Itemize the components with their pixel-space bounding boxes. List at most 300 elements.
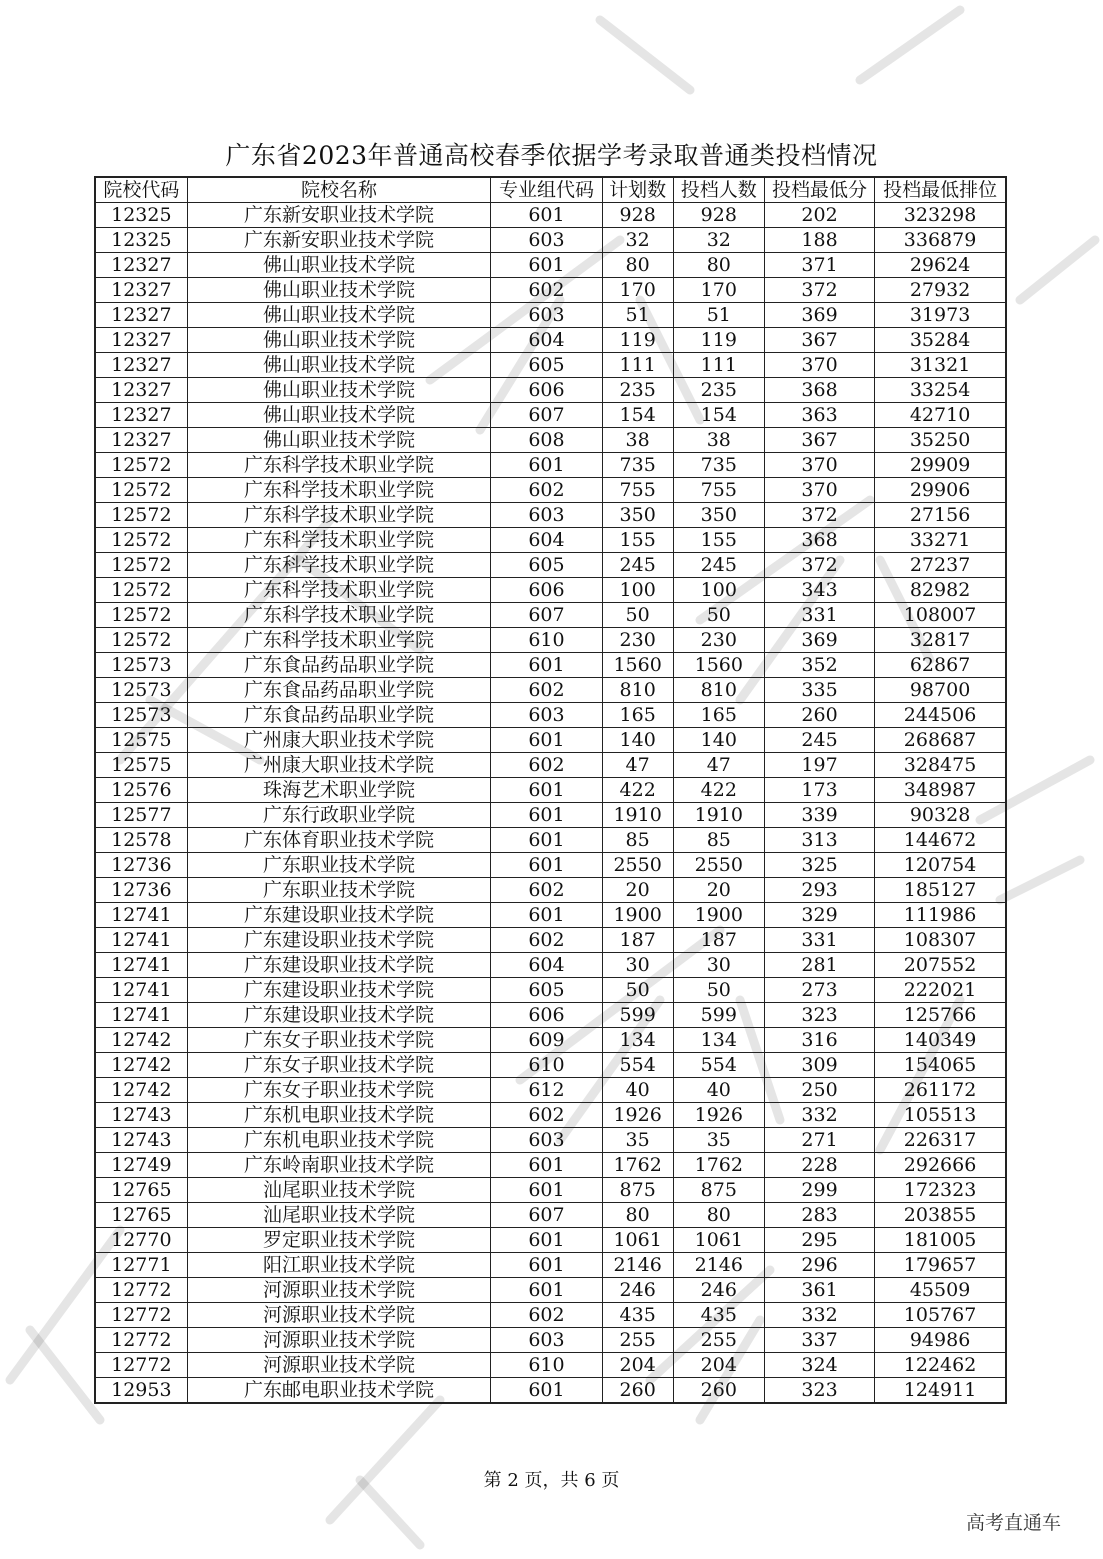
table-cell: 810 [673,678,764,703]
table-cell: 260 [764,703,874,728]
table-row [95,1053,1006,1078]
table-cell: 12572 [95,628,187,653]
table-cell: 32817 [875,628,1006,653]
table-cell: 100 [673,578,764,603]
table-cell: 332 [764,1303,874,1328]
table-cell: 广东女子职业技术学院 [187,1078,491,1103]
table-row [95,603,1006,628]
table-cell: 140349 [875,1028,1006,1053]
table-cell: 368 [764,528,874,553]
table-cell: 601 [491,1228,602,1253]
table-cell: 1926 [602,1103,673,1128]
table-cell: 609 [491,1028,602,1053]
table-cell: 299 [764,1178,874,1203]
table-cell: 928 [602,203,673,228]
table-cell: 230 [673,628,764,653]
table-row [95,528,1006,553]
table-cell: 111 [673,353,764,378]
table-cell: 187 [673,928,764,953]
table-cell: 广东职业技术学院 [187,878,491,903]
table-row [95,1153,1006,1178]
table-cell: 12736 [95,878,187,903]
table-cell: 612 [491,1078,602,1103]
table-cell: 广东建设职业技术学院 [187,928,491,953]
table-cell: 12772 [95,1353,187,1378]
table-cell: 32 [602,228,673,253]
table-cell: 422 [673,778,764,803]
table-cell: 244506 [875,703,1006,728]
table-cell: 230 [602,628,673,653]
table-cell: 165 [673,703,764,728]
table-cell: 1900 [673,903,764,928]
table-cell: 广东岭南职业技术学院 [187,1153,491,1178]
table-row [95,1178,1006,1203]
table-cell: 323298 [875,203,1006,228]
table-cell: 40 [673,1078,764,1103]
table-row [95,928,1006,953]
table-cell: 179657 [875,1253,1006,1278]
table-cell: 601 [491,1278,602,1303]
table-cell: 370 [764,353,874,378]
table-cell: 119 [673,328,764,353]
table-cell: 佛山职业技术学院 [187,328,491,353]
table-cell: 601 [491,1178,602,1203]
table-cell: 51 [602,303,673,328]
table-cell: 12576 [95,778,187,803]
column-header: 计划数 [602,177,673,203]
table-cell: 35250 [875,428,1006,453]
table-cell: 554 [602,1053,673,1078]
table-cell: 610 [491,1053,602,1078]
table-cell: 佛山职业技术学院 [187,428,491,453]
table-cell: 80 [673,1203,764,1228]
table-row [95,878,1006,903]
table-cell: 372 [764,278,874,303]
table-cell: 313 [764,828,874,853]
table-cell: 422 [602,778,673,803]
table-cell: 134 [673,1028,764,1053]
table-cell: 343 [764,578,874,603]
table-cell: 324 [764,1353,874,1378]
table-cell: 广东女子职业技术学院 [187,1028,491,1053]
table-cell: 603 [491,503,602,528]
table-cell: 601 [491,853,602,878]
table-cell: 331 [764,603,874,628]
table-row [95,328,1006,353]
table-row [95,853,1006,878]
table-cell: 90328 [875,803,1006,828]
table-cell: 134 [602,1028,673,1053]
table-row [95,653,1006,678]
table-cell: 329 [764,903,874,928]
table-cell: 202 [764,203,874,228]
table-cell: 928 [673,203,764,228]
table-row [95,1028,1006,1053]
table-row [95,303,1006,328]
table-cell: 河源职业技术学院 [187,1278,491,1303]
table-cell: 12749 [95,1153,187,1178]
table-cell: 80 [602,1203,673,1228]
table-cell: 广东科学技术职业学院 [187,553,491,578]
table-cell: 12327 [95,303,187,328]
table-cell: 261172 [875,1078,1006,1103]
table-cell: 12771 [95,1253,187,1278]
table-cell: 170 [673,278,764,303]
table-cell: 12572 [95,603,187,628]
table-cell: 185127 [875,878,1006,903]
table-cell: 31973 [875,303,1006,328]
table-row [95,203,1006,228]
table-cell: 12327 [95,378,187,403]
table-cell: 12742 [95,1078,187,1103]
table-cell: 601 [491,728,602,753]
admission-table [94,176,1007,1404]
table-cell: 12573 [95,653,187,678]
table-cell: 601 [491,1378,602,1404]
table-cell: 372 [764,553,874,578]
table-cell: 广东职业技术学院 [187,853,491,878]
column-header: 投档最低排位 [875,177,1006,203]
table-row [95,278,1006,303]
table-cell: 124911 [875,1378,1006,1404]
table-cell: 29909 [875,453,1006,478]
table-cell: 602 [491,1303,602,1328]
table-cell: 105513 [875,1103,1006,1128]
table-row [95,753,1006,778]
table-cell: 佛山职业技术学院 [187,253,491,278]
table-cell: 348987 [875,778,1006,803]
table-cell: 12572 [95,453,187,478]
table-cell: 33254 [875,378,1006,403]
table-cell: 广东科学技术职业学院 [187,478,491,503]
table-cell: 27932 [875,278,1006,303]
table-cell: 273 [764,978,874,1003]
table-cell: 12743 [95,1128,187,1153]
table-cell: 12572 [95,528,187,553]
table-cell: 阳江职业技术学院 [187,1253,491,1278]
table-cell: 40 [602,1078,673,1103]
table-row [95,1078,1006,1103]
table-cell: 12572 [95,578,187,603]
table-cell: 203855 [875,1203,1006,1228]
table-cell: 47 [602,753,673,778]
table-cell: 367 [764,328,874,353]
table-cell: 111986 [875,903,1006,928]
table-cell: 广东食品药品职业学院 [187,653,491,678]
table-cell: 601 [491,778,602,803]
table-cell: 108007 [875,603,1006,628]
table-cell: 604 [491,528,602,553]
table-cell: 332 [764,1103,874,1128]
table-cell: 12572 [95,478,187,503]
table-cell: 12742 [95,1053,187,1078]
table-cell: 27156 [875,503,1006,528]
table-cell: 12573 [95,678,187,703]
table-cell: 广州康大职业技术学院 [187,753,491,778]
table-cell: 82982 [875,578,1006,603]
column-header: 院校代码 [95,177,187,203]
table-cell: 广东科学技术职业学院 [187,503,491,528]
table-cell: 31321 [875,353,1006,378]
table-cell: 335 [764,678,874,703]
table-cell: 珠海艺术职业学院 [187,778,491,803]
table-cell: 河源职业技术学院 [187,1303,491,1328]
table-cell: 111 [602,353,673,378]
table-cell: 328475 [875,753,1006,778]
table-cell: 363 [764,403,874,428]
table-cell: 361 [764,1278,874,1303]
table-cell: 605 [491,978,602,1003]
table-cell: 85 [673,828,764,853]
table-cell: 602 [491,678,602,703]
table-cell: 255 [673,1328,764,1353]
table-cell: 12765 [95,1203,187,1228]
table-cell: 广东女子职业技术学院 [187,1053,491,1078]
table-row [95,1378,1006,1404]
table-cell: 佛山职业技术学院 [187,353,491,378]
table-row [95,778,1006,803]
table-cell: 350 [673,503,764,528]
table-cell: 2146 [602,1253,673,1278]
column-header: 院校名称 [187,177,491,203]
table-cell: 610 [491,1353,602,1378]
table-row [95,378,1006,403]
table-cell: 165 [602,703,673,728]
table-row [95,253,1006,278]
table-cell: 20 [673,878,764,903]
table-cell: 1762 [602,1153,673,1178]
table-cell: 140 [602,728,673,753]
table-cell: 32 [673,228,764,253]
table-cell: 29906 [875,478,1006,503]
table-cell: 755 [602,478,673,503]
table-cell: 337 [764,1328,874,1353]
table-cell: 875 [602,1178,673,1203]
table-cell: 268687 [875,728,1006,753]
table-cell: 12741 [95,928,187,953]
table-cell: 735 [602,453,673,478]
table-row [95,828,1006,853]
table-cell: 607 [491,403,602,428]
table-cell: 广东建设职业技术学院 [187,903,491,928]
table-cell: 35284 [875,328,1006,353]
table-cell: 12741 [95,903,187,928]
table-cell: 309 [764,1053,874,1078]
table-cell: 85 [602,828,673,853]
table-cell: 12325 [95,228,187,253]
table-cell: 144672 [875,828,1006,853]
table-cell: 广东食品药品职业学院 [187,678,491,703]
table-cell: 125766 [875,1003,1006,1028]
table-cell: 603 [491,303,602,328]
table-row [95,953,1006,978]
source-label: 高考直通车 [966,1512,1062,1534]
table-cell: 广东建设职业技术学院 [187,953,491,978]
table-cell: 广东食品药品职业学院 [187,703,491,728]
table-cell: 293 [764,878,874,903]
table-cell: 283 [764,1203,874,1228]
table-cell: 2550 [673,853,764,878]
table-cell: 广东体育职业技术学院 [187,828,491,853]
table-cell: 12772 [95,1278,187,1303]
table-cell: 369 [764,628,874,653]
table-cell: 12772 [95,1328,187,1353]
table-cell: 245 [602,553,673,578]
table-cell: 12572 [95,553,187,578]
table-cell: 广东建设职业技术学院 [187,1003,491,1028]
table-cell: 601 [491,903,602,928]
table-cell: 154 [602,403,673,428]
table-cell: 260 [673,1378,764,1404]
table-row [95,1003,1006,1028]
table-cell: 295 [764,1228,874,1253]
table-cell: 30 [673,953,764,978]
table-cell: 172323 [875,1178,1006,1203]
page-title: 广东省2023年普通高校春季依据学考录取普通类投档情况 [225,141,878,170]
table-cell: 广东科学技术职业学院 [187,453,491,478]
table-cell: 187 [602,928,673,953]
table-cell: 30 [602,953,673,978]
table-cell: 271 [764,1128,874,1153]
table-cell: 350 [602,503,673,528]
table-cell: 226317 [875,1128,1006,1153]
table-row [95,428,1006,453]
table-cell: 604 [491,953,602,978]
table-cell: 122462 [875,1353,1006,1378]
table-cell: 368 [764,378,874,403]
table-cell: 38 [673,428,764,453]
table-row [95,703,1006,728]
table-cell: 广东新安职业技术学院 [187,228,491,253]
table-row [95,403,1006,428]
table-cell: 207552 [875,953,1006,978]
table-cell: 2146 [673,1253,764,1278]
table-cell: 222021 [875,978,1006,1003]
table-cell: 12578 [95,828,187,853]
table-cell: 601 [491,253,602,278]
table-cell: 875 [673,1178,764,1203]
table-cell: 50 [673,603,764,628]
table-row [95,803,1006,828]
table-cell: 12741 [95,978,187,1003]
table-cell: 12741 [95,953,187,978]
table-cell: 810 [602,678,673,703]
table-cell: 204 [602,1353,673,1378]
table-cell: 292666 [875,1153,1006,1178]
table-cell: 12327 [95,353,187,378]
table-cell: 367 [764,428,874,453]
table-row [95,1203,1006,1228]
table-cell: 38 [602,428,673,453]
table-cell: 602 [491,928,602,953]
table-cell: 佛山职业技术学院 [187,278,491,303]
table-cell: 佛山职业技术学院 [187,378,491,403]
table-cell: 599 [602,1003,673,1028]
table-cell: 154 [673,403,764,428]
table-header-row [95,177,1006,203]
table-cell: 119 [602,328,673,353]
table-cell: 606 [491,578,602,603]
table-cell: 603 [491,1328,602,1353]
table-cell: 62867 [875,653,1006,678]
table-cell: 12742 [95,1028,187,1053]
table-cell: 12327 [95,403,187,428]
table-cell: 1762 [673,1153,764,1178]
table-cell: 370 [764,453,874,478]
table-row [95,478,1006,503]
table-cell: 12743 [95,1103,187,1128]
table-cell: 35 [602,1128,673,1153]
table-cell: 1926 [673,1103,764,1128]
table-cell: 316 [764,1028,874,1053]
table-cell: 435 [602,1303,673,1328]
table-cell: 27237 [875,553,1006,578]
table-cell: 605 [491,353,602,378]
table-cell: 603 [491,1128,602,1153]
table-cell: 435 [673,1303,764,1328]
table-cell: 12772 [95,1303,187,1328]
table-cell: 601 [491,1153,602,1178]
table-cell: 188 [764,228,874,253]
table-cell: 255 [602,1328,673,1353]
table-cell: 12577 [95,803,187,828]
table-row [95,678,1006,703]
table-cell: 12327 [95,253,187,278]
table-cell: 602 [491,478,602,503]
table-cell: 广东科学技术职业学院 [187,528,491,553]
table-cell: 1061 [602,1228,673,1253]
table-cell: 154065 [875,1053,1006,1078]
table-cell: 50 [602,978,673,1003]
table-cell: 12953 [95,1378,187,1404]
table-cell: 广东行政职业学院 [187,803,491,828]
table-cell: 755 [673,478,764,503]
page-number: 第 2 页，共 6 页 [483,1470,620,1491]
table-row [95,578,1006,603]
table-cell: 246 [602,1278,673,1303]
table-cell: 广东新安职业技术学院 [187,203,491,228]
table-cell: 601 [491,828,602,853]
table-cell: 12572 [95,503,187,528]
table-cell: 1061 [673,1228,764,1253]
table-cell: 80 [673,253,764,278]
table-cell: 42710 [875,403,1006,428]
table-cell: 广东科学技术职业学院 [187,603,491,628]
table-cell: 554 [673,1053,764,1078]
table-cell: 50 [673,978,764,1003]
table-row [95,978,1006,1003]
table-cell: 广东科学技术职业学院 [187,628,491,653]
table-cell: 369 [764,303,874,328]
table-cell: 广东机电职业技术学院 [187,1103,491,1128]
table-row [95,1103,1006,1128]
table-row [95,628,1006,653]
table-cell: 80 [602,253,673,278]
column-header: 专业组代码 [491,177,602,203]
table-row [95,903,1006,928]
table-row [95,1328,1006,1353]
column-header: 投档人数 [673,177,764,203]
table-cell: 罗定职业技术学院 [187,1228,491,1253]
table-row [95,1353,1006,1378]
table-cell: 604 [491,328,602,353]
table-cell: 12327 [95,428,187,453]
table-cell: 173 [764,778,874,803]
table-cell: 120754 [875,853,1006,878]
table-cell: 235 [602,378,673,403]
table-cell: 296 [764,1253,874,1278]
table-cell: 12736 [95,853,187,878]
